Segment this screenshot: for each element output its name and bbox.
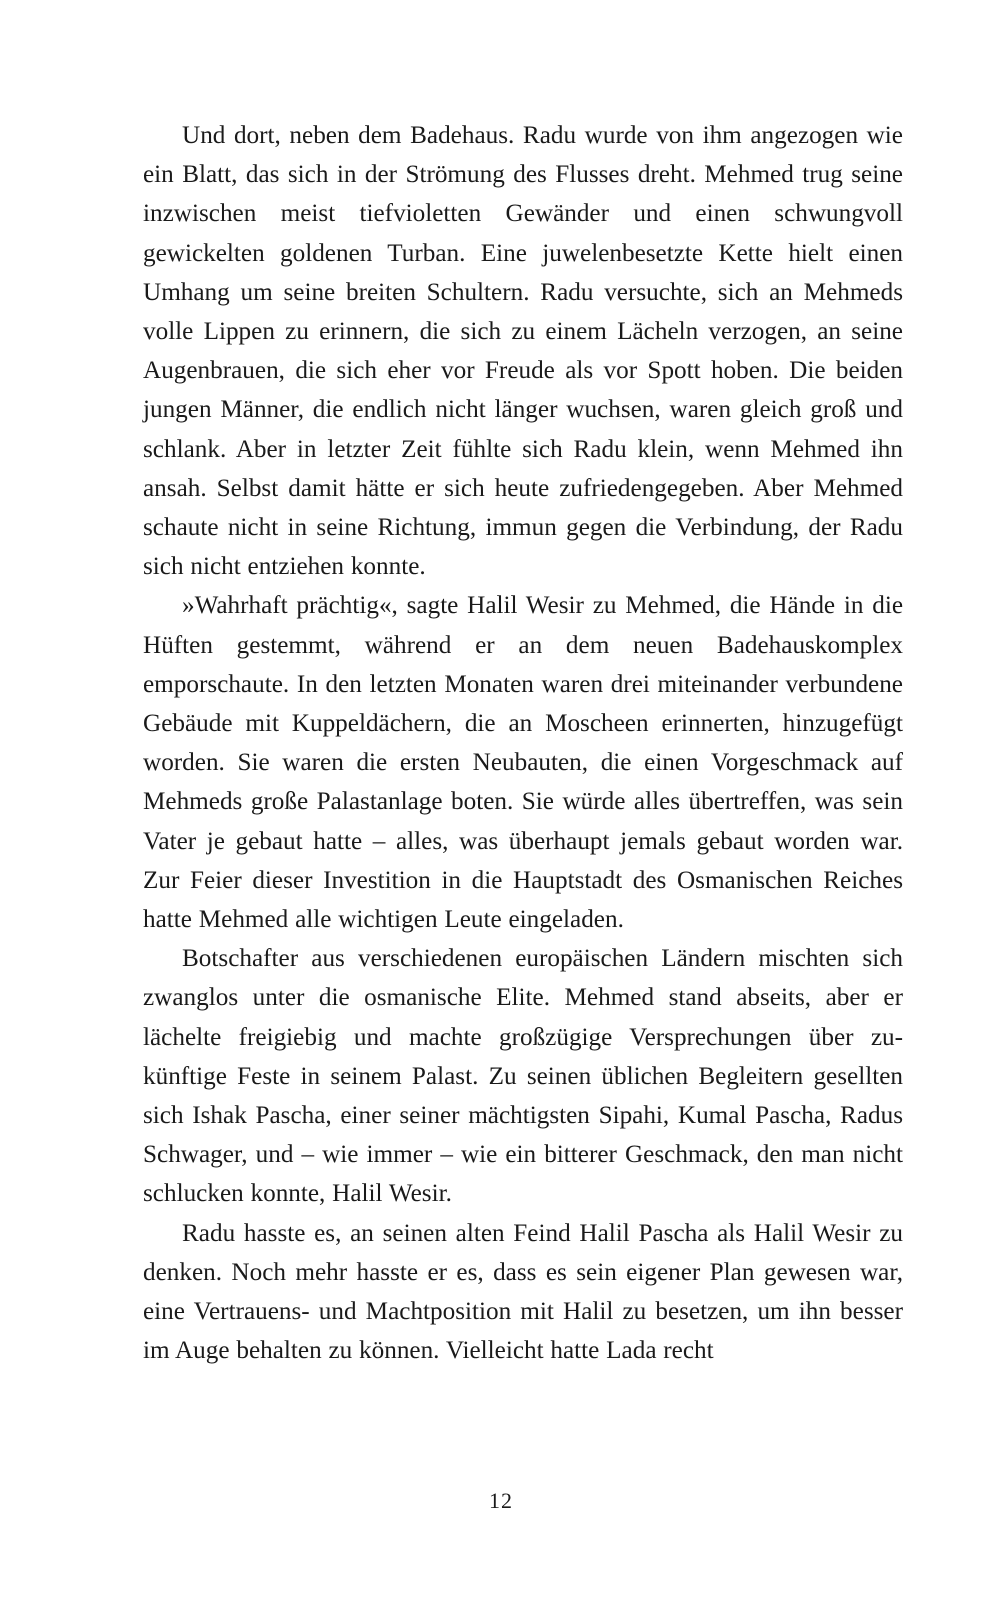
paragraph-2: »Wahrhaft prächtig«, sagte Halil Wesir zu Mehmed, die Hände in die Hüften gestemmt, während er an dem neuen Badehauskomplex emporschaute. In den letzten Monaten waren drei miteinander verbundene Gebäude mit Kuppeldächern, die an Moscheen erinnerten, hinzugefügt worden. Sie waren die ersten Neubauten, die einen Vorgeschmack auf Mehmeds große Palastanlage boten. Sie würde alles übertreffen, was sein Vater je gebaut hatte – alles, was überhaupt jemals gebaut worden war. Zur Feier dieser Investition in die Hauptstadt des Osmanischen Reiches hatte Mehmed alle wichtigen Leute eingeladen. bbox=[143, 592, 903, 934]
paragraph-3: Botschafter aus verschiedenen europäischen Ländern mischten sich zwanglos unter die osmanische Elite. Mehmed stand abseits, aber er lächelte freigiebig und machte großzügige Versprechungen über zukünftige Feste in seinem Palast. Zu seinen üblichen Begleitern gesellten sich Ishak Pascha, einer seiner mächtigsten Sipahi, Kumal Pascha, Radus Schwager, und – wie immer – wie ein bitterer Geschmack, den man nicht schlucken konnte, Halil Wesir. bbox=[143, 945, 903, 1208]
page-number: 12 bbox=[489, 1488, 513, 1513]
paragraph-4: Radu hasste es, an seinen alten Feind Halil Pascha als Halil Wesir zu denken. Noch mehr hasste er es, dass es sein eigener Plan gewesen war, eine Vertrauens- und Machtposition mit Halil zu besetzen, um ihn besser im Auge behalten zu können. Vielleicht hatte Lada recht bbox=[143, 1219, 903, 1365]
body-text bbox=[143, 116, 903, 1371]
paragraph-1: Und dort, neben dem Badehaus. Radu wurde von ihm angezogen wie ein Blatt, das sich in der Strömung des Flusses dreht. Mehmed trug seine inzwischen meist tiefvioletten Gewänder und einen schwungvoll gewickelten goldenen Turban. Eine juwelenbesetzte Kette hielt einen Umhang um seine breiten Schultern. Radu versuchte, sich an Mehmeds volle Lippen zu erinnern, die sich zu einem Lächeln verzogen, an seine Augenbrauen, die sich eher vor Freude als vor Spott hoben. Die beiden jungen Männer, die endlich nicht länger wuchsen, waren gleich groß und schlank. Aber in letzter Zeit fühlte sich Radu klein, wenn Mehmed ihn ansah. Selbst damit hätte er sich heute zufriedengegeben. Aber Mehmed schaute nicht in seine Richtung, immun gegen die Verbindung, der Radu sich nicht entziehen konnte. bbox=[143, 122, 903, 581]
